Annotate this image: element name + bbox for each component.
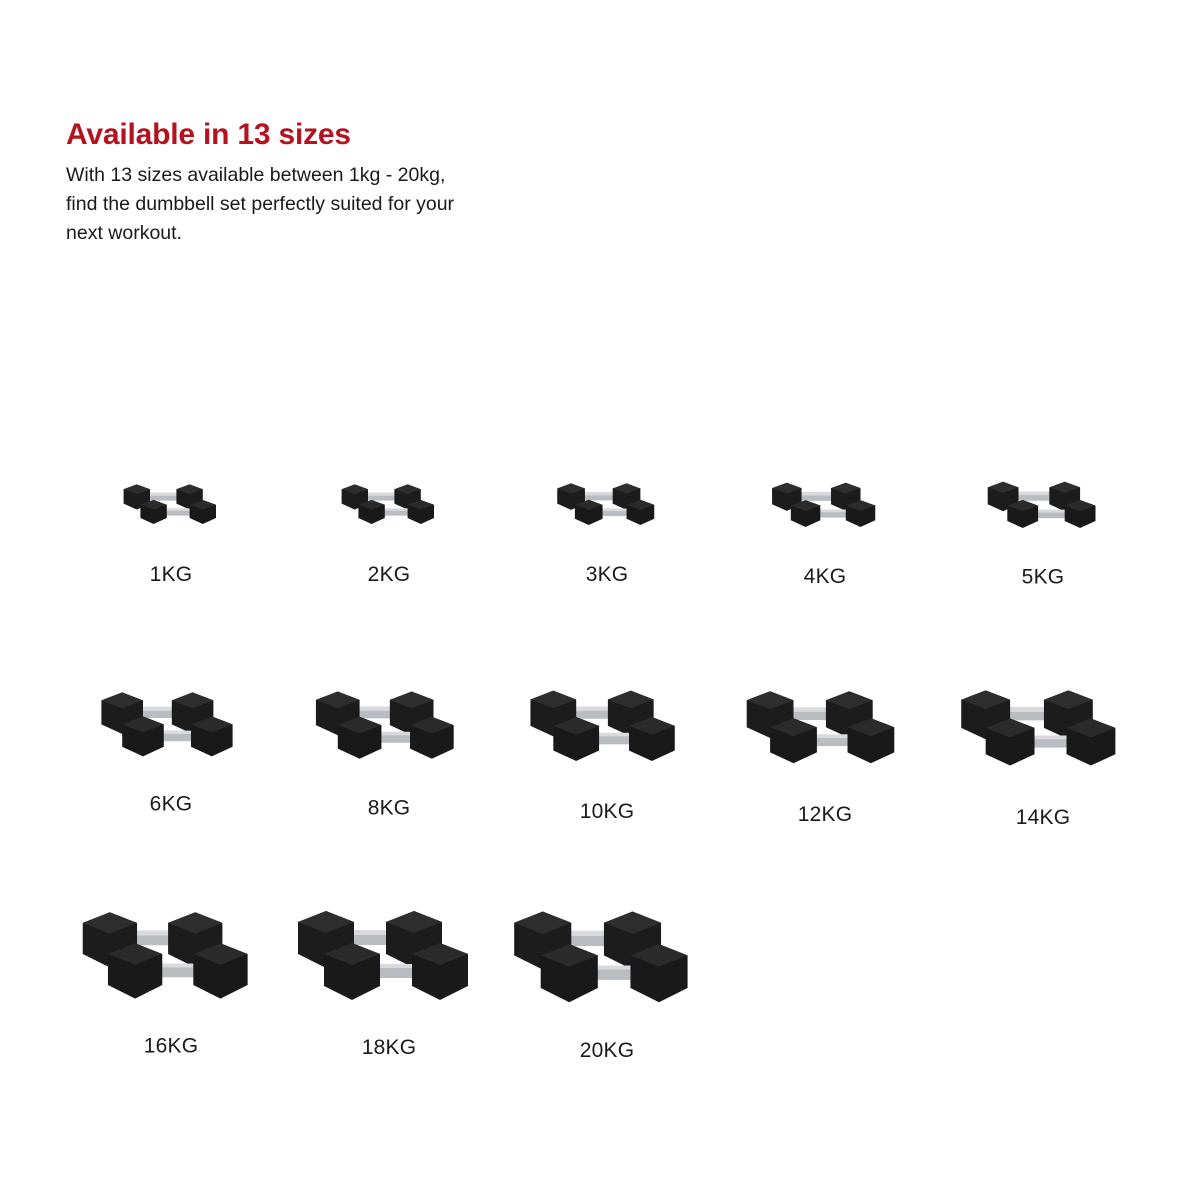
size-label: 2KG bbox=[367, 562, 411, 586]
size-item-10kg bbox=[511, 666, 703, 865]
size-label: 5KG bbox=[1021, 565, 1065, 589]
dumbbell-pair-icon bbox=[752, 460, 898, 554]
dumbbell-pair-icon bbox=[496, 886, 718, 1029]
dumbbell-pair-icon bbox=[727, 666, 923, 792]
size-item-14kg bbox=[941, 664, 1146, 876]
size-label: 18KG bbox=[361, 1036, 417, 1059]
dumbbell-pair-icon bbox=[511, 666, 703, 789]
dumbbell-pair-icon bbox=[941, 664, 1146, 796]
dumbbell-pair-icon bbox=[106, 464, 237, 548]
page-description: With 13 sizes available between 1kg - 20kg, find the dumbbell set perfectly suited for your next workout. bbox=[66, 164, 455, 244]
dumbbell-pair-icon bbox=[84, 670, 258, 782]
size-item-3kg bbox=[538, 462, 675, 604]
size-grid-row bbox=[62, 440, 1200, 666]
dumbbell-pair-icon bbox=[297, 668, 480, 786]
dumbbell-pair-icon bbox=[967, 458, 1120, 556]
size-item-20kg bbox=[496, 886, 718, 1117]
size-item-18kg bbox=[280, 886, 498, 1112]
size-label: 4KG bbox=[803, 565, 847, 589]
size-grid-row bbox=[62, 888, 1200, 1114]
grid-spacer bbox=[934, 888, 1152, 1114]
size-item-16kg bbox=[65, 888, 276, 1107]
size-item-1kg bbox=[106, 464, 237, 600]
dumbbell-pair-icon bbox=[324, 464, 455, 548]
size-label: 8KG bbox=[367, 796, 411, 820]
size-label: 10KG bbox=[579, 800, 635, 824]
page-title: Available in 13 sizes bbox=[66, 118, 351, 151]
size-label: 3KG bbox=[585, 563, 629, 587]
size-label: 14KG bbox=[1015, 806, 1071, 830]
dumbbell-pair-icon bbox=[65, 888, 276, 1024]
size-item-5kg bbox=[967, 458, 1120, 616]
size-grid bbox=[0, 440, 1200, 1114]
size-item-12kg bbox=[727, 666, 923, 869]
size-item-4kg bbox=[752, 460, 898, 611]
size-label: 12KG bbox=[797, 803, 853, 827]
size-label: 20KG bbox=[579, 1038, 635, 1062]
grid-spacer bbox=[716, 888, 934, 1114]
size-item-2kg bbox=[324, 464, 455, 600]
dumbbell-pair-icon bbox=[538, 462, 675, 550]
size-item-6kg bbox=[84, 670, 258, 851]
size-label: 6KG bbox=[149, 792, 193, 816]
size-label: 1KG bbox=[149, 562, 193, 586]
size-item-8kg bbox=[297, 668, 480, 858]
size-label: 16KG bbox=[143, 1034, 199, 1058]
header-block bbox=[66, 118, 586, 248]
dumbbell-pair-icon bbox=[280, 886, 498, 1026]
size-grid-row bbox=[62, 664, 1200, 890]
